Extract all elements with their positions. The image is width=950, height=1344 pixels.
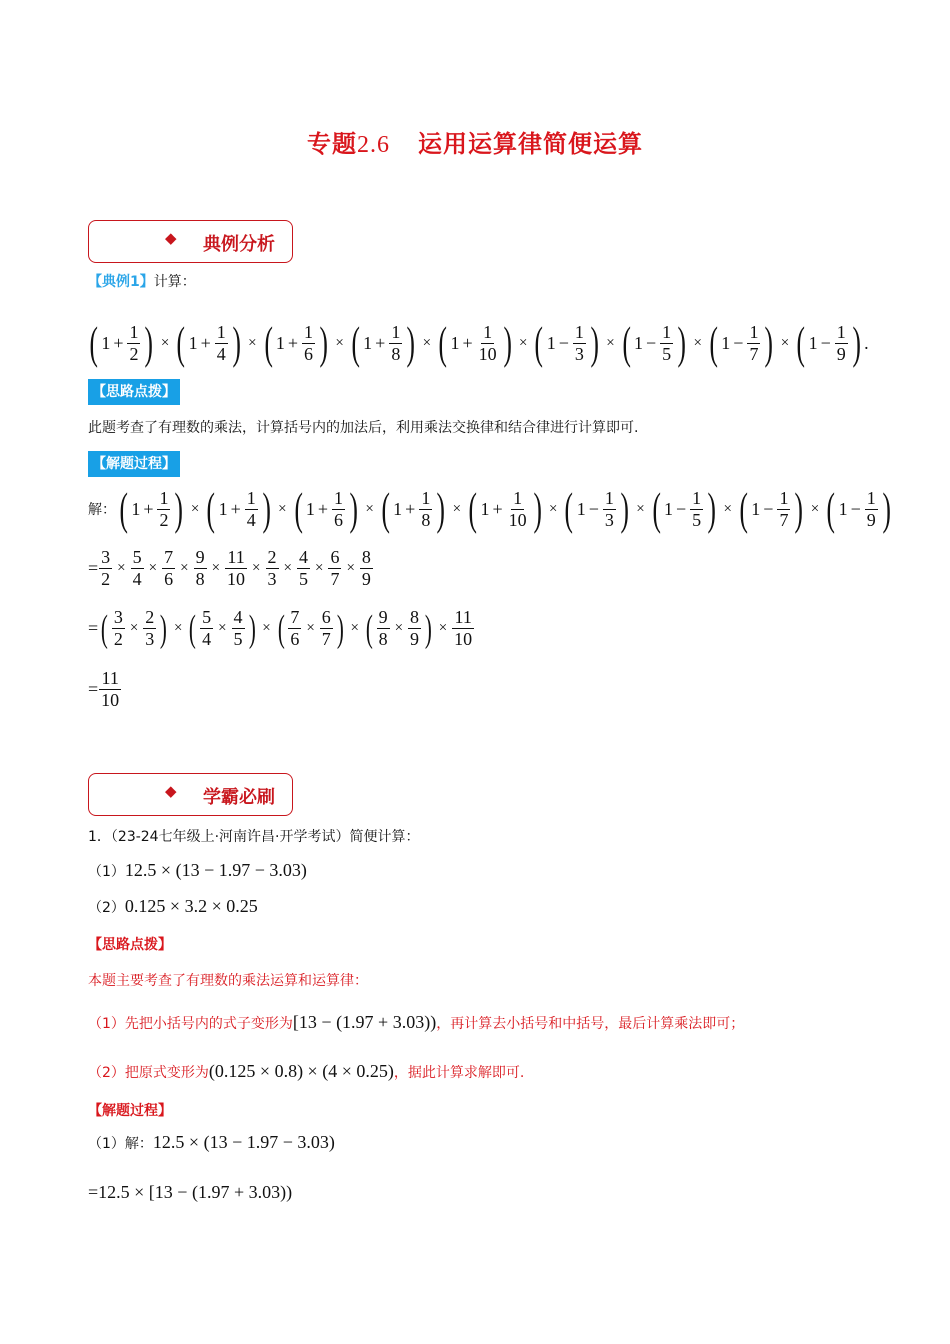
factor: [173, 318, 244, 368]
times: ×: [117, 560, 126, 576]
fraction: [215, 322, 228, 365]
numerator: 3: [113, 607, 123, 627]
factor: [116, 484, 187, 534]
fraction: [297, 547, 310, 590]
operator: −: [588, 498, 599, 519]
equals: =: [88, 679, 99, 699]
integer: 1: [751, 498, 761, 519]
integer: 1: [188, 332, 198, 353]
integer: 1: [721, 332, 731, 353]
times: ×: [211, 560, 221, 576]
denominator: 6: [304, 343, 314, 364]
numerator: 9: [378, 607, 388, 627]
operator: −: [646, 332, 657, 353]
operator: −: [733, 332, 744, 353]
denominator: 6: [334, 509, 344, 530]
denominator: 7: [779, 509, 789, 530]
fraction: [162, 547, 175, 590]
times: ×: [129, 620, 139, 636]
fraction: [328, 547, 341, 590]
denominator: 7: [330, 569, 340, 589]
paren: (: [796, 317, 806, 368]
factor: [823, 484, 894, 534]
numerator: 1: [391, 321, 401, 342]
denominator: 3: [574, 343, 584, 364]
times: ×: [248, 334, 257, 351]
denominator: 2: [113, 629, 123, 649]
operator: +: [492, 498, 503, 519]
paren: (: [622, 317, 631, 368]
numerator: 7: [164, 547, 174, 567]
numerator: 1: [334, 487, 344, 508]
operator: +: [143, 498, 154, 519]
fraction: [477, 322, 499, 365]
factor: [531, 318, 602, 368]
fraction: [360, 547, 373, 590]
factor: [378, 484, 449, 534]
paren: ): [160, 607, 168, 650]
numerator: 1: [749, 321, 759, 342]
times: ×: [346, 560, 355, 576]
paren: (: [176, 317, 186, 368]
fraction: [99, 668, 121, 711]
paren: ): [620, 483, 629, 534]
equals: =: [88, 618, 99, 638]
section-header-practice: ◆ 学霸必刷: [88, 773, 293, 816]
fraction: [302, 322, 315, 365]
page-title: 专题2.6 运用运算律简便运算: [306, 130, 644, 158]
paren: ): [882, 483, 891, 534]
times: ×: [218, 620, 227, 636]
fraction: [131, 547, 144, 590]
factor: [793, 318, 864, 368]
denominator: 7: [749, 343, 759, 364]
numerator: 1: [421, 487, 431, 508]
solution-step-1: 解： ( 1 + $\frac{1}{2}$ ) × ( 1 + $\frac{1}{4}$ ) × ( 1 + $\frac{1}{6}$ ) × ( 1 + $\frac{1}{8}$ ) × ( 1 + $\frac{1}{10}$ ) × ( 1 − $\frac{1}{3}$ ) × ( 1 − $\frac{1}{5}$ ) × ( 1 − $\frac{1}{7}$ ) × ( 1 − $\frac{1}{9}$ ): [88, 484, 894, 534]
question-2: （2） 0.125 × 3.2 × 0.25: [88, 896, 258, 916]
numerator: 8: [361, 547, 371, 567]
operator: +: [287, 332, 299, 353]
paren: (: [101, 607, 108, 650]
paren: (: [206, 483, 216, 534]
integer: 1: [480, 498, 490, 519]
fraction: [99, 547, 112, 590]
factor: [619, 318, 690, 368]
fraction: [419, 488, 432, 531]
integer: 1: [275, 332, 285, 353]
integer: 1: [393, 498, 403, 519]
numerator: 9: [195, 547, 205, 567]
times: ×: [394, 620, 404, 636]
times: ×: [306, 620, 315, 636]
paren: (: [277, 607, 285, 650]
solution-tag-2: 【解题过程】: [88, 1103, 172, 1119]
numerator: 2: [267, 547, 277, 567]
paren: (: [351, 317, 360, 368]
factor: [561, 484, 632, 534]
denominator: 10: [454, 629, 473, 649]
factor: [649, 484, 720, 534]
paren: ): [852, 317, 861, 368]
integer: 1: [101, 332, 111, 353]
operator: −: [850, 498, 861, 519]
factor: [291, 484, 362, 534]
operator: +: [462, 332, 473, 353]
denominator: 7: [321, 629, 331, 649]
denominator: 8: [391, 343, 401, 364]
fraction: [157, 488, 170, 531]
paren: (: [294, 483, 303, 534]
paren: (: [739, 483, 748, 534]
fraction: [865, 488, 878, 531]
operator: −: [820, 332, 831, 353]
times: ×: [452, 500, 462, 517]
fraction: [507, 488, 529, 531]
denominator: 8: [195, 569, 205, 589]
integer: 1: [131, 498, 141, 519]
numerator: 3: [101, 547, 111, 567]
paren: (: [381, 483, 390, 534]
paren: (: [468, 483, 478, 534]
times: ×: [190, 500, 200, 517]
integer: 1: [450, 332, 460, 353]
paren: ): [248, 607, 256, 650]
numerator: 1: [604, 487, 614, 508]
times: ×: [314, 560, 324, 576]
solution-tag: 【解题过程】: [88, 453, 180, 473]
solution-result: [88, 668, 122, 711]
solution-2-step-1: （1）解： 12.5 × (13 − 1.97 − 3.03): [88, 1132, 335, 1152]
paren: ): [590, 317, 599, 368]
example-expression: [86, 318, 869, 368]
factor: [435, 318, 515, 368]
period: .: [864, 332, 869, 353]
operator: +: [200, 332, 211, 353]
denominator: 5: [692, 509, 702, 530]
operator: −: [763, 498, 774, 519]
numerator: 1: [304, 321, 314, 342]
integer: 1: [305, 498, 315, 519]
fraction: [377, 607, 390, 650]
paren: (: [89, 317, 98, 368]
fraction: [225, 547, 247, 590]
operator: −: [676, 498, 687, 519]
denominator: 3: [267, 569, 277, 589]
times: ×: [365, 500, 374, 517]
denominator: 9: [361, 569, 371, 589]
paren: ): [436, 483, 446, 534]
equals: =: [88, 558, 99, 578]
hint-step-2: （2）把原式变形为 (0.125 × 0.8) × (4 × 0.25) ，据此计算求解即可.: [88, 1061, 525, 1081]
denominator: 4: [202, 629, 212, 649]
times: ×: [810, 500, 820, 517]
numerator: 1: [483, 321, 493, 342]
times: ×: [173, 620, 183, 636]
numerator: 4: [233, 607, 243, 627]
fraction: [200, 607, 213, 650]
integer: 1: [363, 332, 373, 353]
numerator: 1: [246, 487, 256, 508]
hint-text: 此题考查了有理数的乘法，计算括号内的加法后，利用乘法交换律和结合律进行计算即可.: [88, 420, 639, 436]
numerator: 5: [202, 607, 212, 627]
paren: ): [424, 607, 432, 650]
example-heading: 【典例1】计算：: [88, 274, 196, 290]
times: ×: [780, 334, 790, 351]
paren: ): [144, 317, 154, 368]
denominator: 10: [227, 569, 246, 589]
numerator: 1: [574, 321, 584, 342]
solution-2-step-2: =12.5 × [13 − (1.97 + 3.03)): [88, 1182, 293, 1202]
denominator: 9: [410, 629, 420, 649]
factor: [736, 484, 807, 534]
numerator: 1: [129, 321, 139, 342]
numerator: 6: [330, 547, 340, 567]
denominator: 9: [836, 343, 846, 364]
paren: (: [534, 317, 544, 368]
paren: ): [349, 483, 358, 534]
paren: ): [336, 607, 344, 650]
denominator: 2: [101, 569, 111, 589]
denominator: 5: [233, 629, 243, 649]
paren: ): [677, 317, 687, 368]
denominator: 5: [662, 343, 672, 364]
paren: (: [365, 607, 373, 650]
numerator: 1: [866, 487, 876, 508]
paren: (: [652, 483, 661, 534]
numerator: 6: [321, 607, 331, 627]
paren: ): [262, 483, 271, 534]
fraction: [408, 607, 421, 650]
numerator: 11: [454, 607, 472, 627]
integer: 1: [808, 332, 818, 353]
numerator: 1: [159, 487, 169, 508]
hint-step-1: （1）先把小括号内的式子变形为 [13 − (1.97 + 3.03)) ，再计算去小括号和中括号，最后计算乘法即可；: [88, 1012, 745, 1032]
paren: ): [232, 317, 241, 368]
fraction: [320, 607, 333, 650]
times: ×: [723, 500, 732, 517]
fraction: [232, 607, 245, 650]
denominator: 10: [508, 509, 527, 530]
numerator: 1: [779, 487, 789, 508]
denominator: 10: [478, 343, 497, 364]
fraction: [389, 322, 402, 365]
denominator: 9: [866, 509, 876, 530]
fraction: [127, 322, 140, 365]
paren: (: [264, 317, 273, 368]
diamond-icon: ◆: [165, 229, 177, 247]
factor: [465, 484, 545, 534]
section-header-examples: ◆ 典例分析: [88, 220, 293, 263]
denominator: 6: [164, 569, 174, 589]
times: ×: [180, 560, 189, 576]
paren: ): [174, 483, 184, 534]
paren: (: [709, 317, 718, 368]
fraction: [143, 607, 156, 650]
times: ×: [693, 334, 702, 351]
factor: [86, 318, 157, 368]
denominator: 10: [101, 690, 120, 710]
paren: (: [826, 483, 836, 534]
times: ×: [422, 334, 432, 351]
factor: [706, 318, 777, 368]
factor: [348, 318, 419, 368]
operator: +: [405, 498, 416, 519]
fraction: [573, 322, 586, 365]
fraction: [747, 322, 760, 365]
times: ×: [278, 500, 287, 517]
times: ×: [636, 500, 645, 517]
numerator: 5: [132, 547, 142, 567]
integer: 1: [634, 332, 644, 353]
fraction: [835, 322, 848, 365]
solution-step-3: [88, 607, 475, 650]
times: ×: [283, 560, 292, 576]
paren: ): [533, 483, 542, 534]
integer: 1: [546, 332, 556, 353]
hint-tag-2: 【思路点拨】: [88, 937, 172, 953]
numerator: 4: [298, 547, 308, 567]
times: ×: [548, 500, 558, 517]
paren: ): [794, 483, 804, 534]
numerator: 1: [216, 321, 226, 342]
operator: +: [113, 332, 124, 353]
fraction: [194, 547, 207, 590]
fraction: [266, 547, 279, 590]
numerator: 11: [227, 547, 245, 567]
numerator: 8: [410, 607, 420, 627]
factor: [203, 484, 274, 534]
operator: +: [317, 498, 329, 519]
times: ×: [252, 560, 261, 576]
denominator: 2: [129, 343, 139, 364]
denominator: 4: [132, 569, 142, 589]
integer: 1: [838, 498, 848, 519]
denominator: 3: [145, 629, 155, 649]
hint-intro: 本题主要考查了有理数的乘法运算和运算律：: [88, 973, 368, 989]
times: ×: [350, 620, 359, 636]
times: ×: [518, 334, 528, 351]
question-1: （1） 12.5 × (13 − 1.97 − 3.03): [88, 860, 307, 880]
paren: (: [119, 483, 128, 534]
problem-header: 1．（23-24七年级上·河南许昌·开学考试）简便计算：: [88, 829, 420, 845]
fraction: [245, 488, 258, 531]
numerator: 1: [662, 321, 672, 342]
paren: ): [707, 483, 717, 534]
numerator: 2: [145, 607, 155, 627]
paren: ): [319, 317, 328, 368]
solution-step-2: [88, 547, 374, 590]
times: ×: [606, 334, 615, 351]
fraction: [690, 488, 703, 531]
denominator: 6: [290, 629, 300, 649]
paren: (: [564, 483, 574, 534]
paren: ): [503, 317, 512, 368]
integer: 1: [664, 498, 674, 519]
fraction: [603, 488, 616, 531]
fraction: [288, 607, 301, 650]
integer: 1: [218, 498, 228, 519]
paren: ): [406, 317, 416, 368]
paren: (: [189, 607, 197, 650]
denominator: 4: [216, 343, 226, 364]
paren: (: [438, 317, 448, 368]
hint-tag: 【思路点拨】: [88, 381, 180, 401]
times: ×: [438, 620, 448, 636]
operator: +: [230, 498, 241, 519]
numerator: 1: [836, 321, 846, 342]
denominator: 4: [246, 509, 256, 530]
denominator: 8: [421, 509, 431, 530]
fraction: [777, 488, 790, 531]
denominator: 2: [159, 509, 169, 530]
operator: +: [375, 332, 386, 353]
times: ×: [335, 334, 344, 351]
fraction: [452, 607, 474, 650]
fraction: [332, 488, 345, 531]
denominator: 3: [604, 509, 614, 530]
times: ×: [262, 620, 271, 636]
numerator: 1: [513, 487, 523, 508]
operator: −: [558, 332, 569, 353]
denominator: 8: [378, 629, 388, 649]
numerator: 11: [101, 668, 119, 688]
factor: [261, 318, 332, 368]
integer: 1: [576, 498, 586, 519]
times: ×: [148, 560, 158, 576]
denominator: 5: [298, 569, 308, 589]
times: ×: [160, 334, 170, 351]
paren: ): [764, 317, 774, 368]
numerator: 7: [290, 607, 300, 627]
fraction: [112, 607, 125, 650]
fraction: [660, 322, 673, 365]
diamond-icon: ◆: [165, 782, 177, 800]
numerator: 1: [692, 487, 702, 508]
